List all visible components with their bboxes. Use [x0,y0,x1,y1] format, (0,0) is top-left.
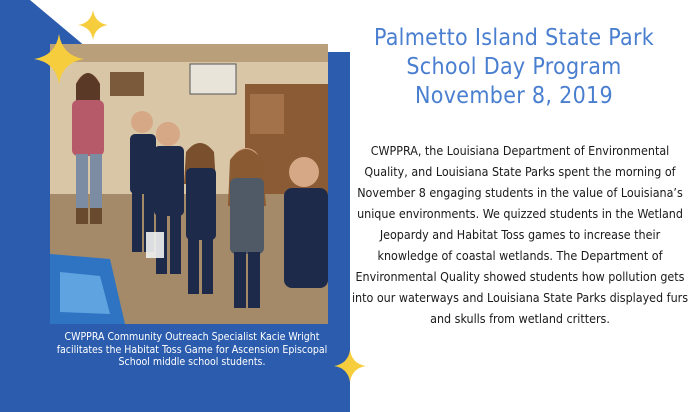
page-title [340,24,688,111]
photo-caption: CWPPRA Community Outreach Specialist Kacie Wright facilitates the Habitat Toss Game for Ascension Episcopal School middle school students. [56,331,328,368]
sparkle-star-icon [34,34,84,84]
body-paragraph: CWPPRA, the Louisiana Department of Environmental Quality, and Louisiana State Parks spent the morning of November 8 engaging students in the value of Louisiana’s unique environments. We quizzed students in the Wetland Jeopardy and Habitat Toss games to increase their knowledge of coastal wetlands. The Department of Environmental Quality showed students how pollution gets into our waterways and Louisiana State Parks displayed furs and skulls from wetland critters. [351,143,689,326]
title-line-3: November 8, 2019 [415,83,613,109]
event-photo [50,44,328,324]
sparkle-star-icon [334,350,366,382]
title-line-2: School Day Program [406,54,622,80]
title-line-1: Palmetto Island State Park [373,25,655,51]
